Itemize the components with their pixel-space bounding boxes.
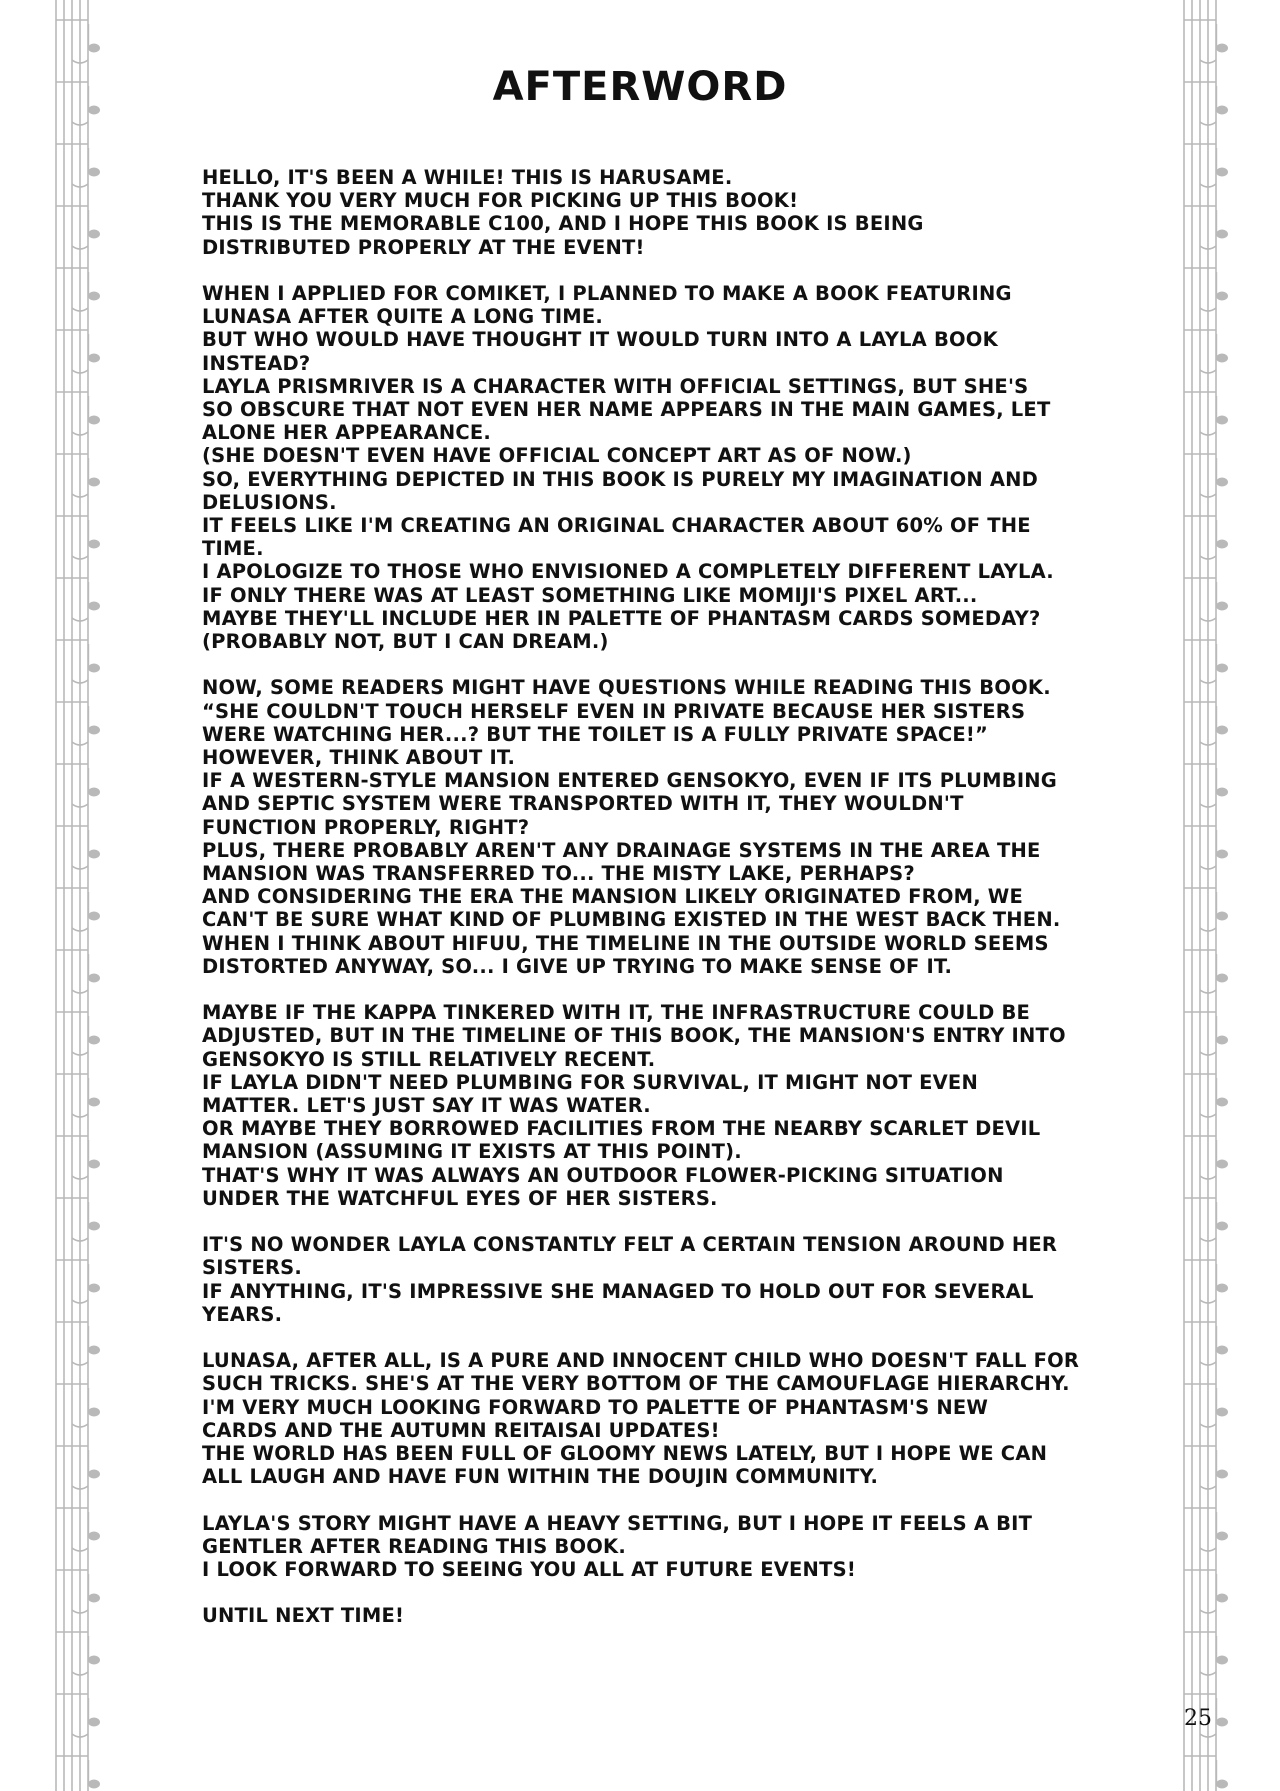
text-line: UNTIL NEXT TIME! [202,1604,405,1628]
text-line: GENSOKYO IS STILL RELATIVELY RECENT. [202,1047,656,1071]
text-line: FUNCTION PROPERLY, RIGHT? [202,815,530,839]
text-line: AND SEPTIC SYSTEM WERE TRANSPORTED WITH IT, THEY WOULDN'T [202,792,964,816]
text-line: THE WORLD HAS BEEN FULL OF GLOOMY NEWS LATELY, BUT I HOPE WE CAN [202,1442,1048,1466]
paragraph [202,282,1102,653]
text-line: LUNASA AFTER QUITE A LONG TIME. [202,305,604,329]
music-staff-decoration [50,0,106,1791]
page-title: AFTERWORD [492,64,788,110]
text-line: I APOLOGIZE TO THOSE WHO ENVISIONED A COMPLETELY DIFFERENT LAYLA. [202,560,1054,584]
text-line: IF LAYLA DIDN'T NEED PLUMBING FOR SURVIVAL, IT MIGHT NOT EVEN [202,1070,978,1094]
text-line: ALL LAUGH AND HAVE FUN WITHIN THE DOUJIN COMMUNITY. [202,1465,879,1489]
text-line: DISTRIBUTED PROPERLY AT THE EVENT! [202,235,645,259]
page-number: 25 [1184,1706,1212,1731]
text-line: THIS IS THE MEMORABLE C100, AND I HOPE THIS BOOK IS BEING [202,212,924,236]
text-line: UNDER THE WATCHFUL EYES OF HER SISTERS. [202,1186,718,1210]
text-line: CARDS AND THE AUTUMN REITAISAI UPDATES! [202,1418,720,1442]
afterword-body [202,166,1102,1651]
paragraph [202,1001,1102,1210]
text-line: DISTORTED ANYWAY, SO... I GIVE UP TRYING TO MAKE SENSE OF IT. [202,954,953,978]
text-line: THAT'S WHY IT WAS ALWAYS AN OUTDOOR FLOWER-PICKING SITUATION [202,1163,1004,1187]
text-line: SO OBSCURE THAT NOT EVEN HER NAME APPEARS IN THE MAIN GAMES, LET [202,398,1051,422]
text-line: WHEN I APPLIED FOR COMIKET, I PLANNED TO MAKE A BOOK FEATURING [202,282,1012,305]
text-line: IT FEELS LIKE I'M CREATING AN ORIGINAL CHARACTER ABOUT 60% OF THE [202,514,1031,538]
paragraph [202,1512,1102,1582]
text-line: YEARS. [202,1302,283,1326]
text-line: MANSION WAS TRANSFERRED TO... THE MISTY LAKE, PERHAPS? [202,862,915,886]
text-line: PLUS, THERE PROBABLY AREN'T ANY DRAINAGE SYSTEMS IN THE AREA THE [202,838,1041,862]
text-line: HELLO, IT'S BEEN A WHILE! THIS IS HARUSAME. [202,166,733,189]
text-line: LAYLA PRISMRIVER IS A CHARACTER WITH OFFICIAL SETTINGS, BUT SHE'S [202,374,1029,398]
text-line: OR MAYBE THEY BORROWED FACILITIES FROM THE NEARBY SCARLET DEVIL [202,1117,1041,1141]
text-line: NOW, SOME READERS MIGHT HAVE QUESTIONS WHILE READING THIS BOOK. [202,676,1051,700]
text-line: “SHE COULDN'T TOUCH HERSELF EVEN IN PRIVATE BECAUSE HER SISTERS [202,699,1026,723]
text-line: SO, EVERYTHING DEPICTED IN THIS BOOK IS PURELY MY IMAGINATION AND [202,467,1039,491]
text-line: ALONE HER APPEARANCE. [202,421,492,445]
text-line: SUCH TRICKS. SHE'S AT THE VERY BOTTOM OF THE CAMOUFLAGE HIERARCHY. [202,1372,1070,1396]
paragraph [202,1349,1102,1488]
text-line: ADJUSTED, BUT IN THE TIMELINE OF THIS BOOK, THE MANSION'S ENTRY INTO [202,1024,1066,1048]
text-line: LUNASA, AFTER ALL, IS A PURE AND INNOCENT CHILD WHO DOESN'T FALL FOR [202,1349,1080,1373]
text-line: INSTEAD? [202,351,311,375]
text-line: MAYBE THEY'LL INCLUDE HER IN PALETTE OF PHANTASM CARDS SOMEDAY? [202,606,1041,630]
text-line: TIME. [202,537,264,561]
paragraph [202,166,1102,259]
text-line: IF ONLY THERE WAS AT LEAST SOMETHING LIKE MOMIJI'S PIXEL ART... [202,583,978,607]
text-line: WHEN I THINK ABOUT HIFUU, THE TIMELINE IN THE OUTSIDE WORLD SEEMS [202,931,1049,955]
text-line: MATTER. LET'S JUST SAY IT WAS WATER. [202,1094,651,1118]
text-line: IF ANYTHING, IT'S IMPRESSIVE SHE MANAGED TO HOLD OUT FOR SEVERAL [202,1279,1034,1303]
text-line: THANK YOU VERY MUCH FOR PICKING UP THIS BOOK! [202,189,799,213]
paragraph [202,1604,1102,1627]
text-line: AND CONSIDERING THE ERA THE MANSION LIKELY ORIGINATED FROM, WE [202,885,1024,909]
text-line: (PROBABLY NOT, BUT I CAN DREAM.) [202,630,609,654]
text-line: HOWEVER, THINK ABOUT IT. [202,746,516,770]
text-line: MANSION (ASSUMING IT EXISTS AT THIS POINT). [202,1140,742,1164]
text-line: I'M VERY MUCH LOOKING FORWARD TO PALETTE OF PHANTASM'S NEW [202,1395,989,1419]
text-line: WERE WATCHING HER...? BUT THE TOILET IS A FULLY PRIVATE SPACE!” [202,722,989,746]
left-music-staff-border [50,0,106,1791]
text-line: SISTERS. [202,1256,303,1280]
text-line: BUT WHO WOULD HAVE THOUGHT IT WOULD TURN INTO A LAYLA BOOK [202,328,998,352]
text-line: DELUSIONS. [202,490,337,514]
text-line: IT'S NO WONDER LAYLA CONSTANTLY FELT A CERTAIN TENSION AROUND HER [202,1233,1058,1257]
paragraph [202,676,1102,978]
text-line: LAYLA'S STORY MIGHT HAVE A HEAVY SETTING, BUT I HOPE IT FEELS A BIT [202,1511,1033,1535]
text-line: GENTLER AFTER READING THIS BOOK. [202,1534,626,1558]
paragraph [202,1233,1102,1326]
right-music-staff-border [1178,0,1234,1791]
text-line: IF A WESTERN-STYLE MANSION ENTERED GENSOKYO, EVEN IF ITS PLUMBING [202,769,1057,793]
text-line: CAN'T BE SURE WHAT KIND OF PLUMBING EXISTED IN THE WEST BACK THEN. [202,908,1061,932]
text-line: (SHE DOESN'T EVEN HAVE OFFICIAL CONCEPT ART AS OF NOW.) [202,444,912,468]
music-staff-decoration [1178,0,1234,1791]
text-line: I LOOK FORWARD TO SEEING YOU ALL AT FUTURE EVENTS! [202,1558,856,1582]
text-line: MAYBE IF THE KAPPA TINKERED WITH IT, THE INFRASTRUCTURE COULD BE [202,1001,1031,1025]
